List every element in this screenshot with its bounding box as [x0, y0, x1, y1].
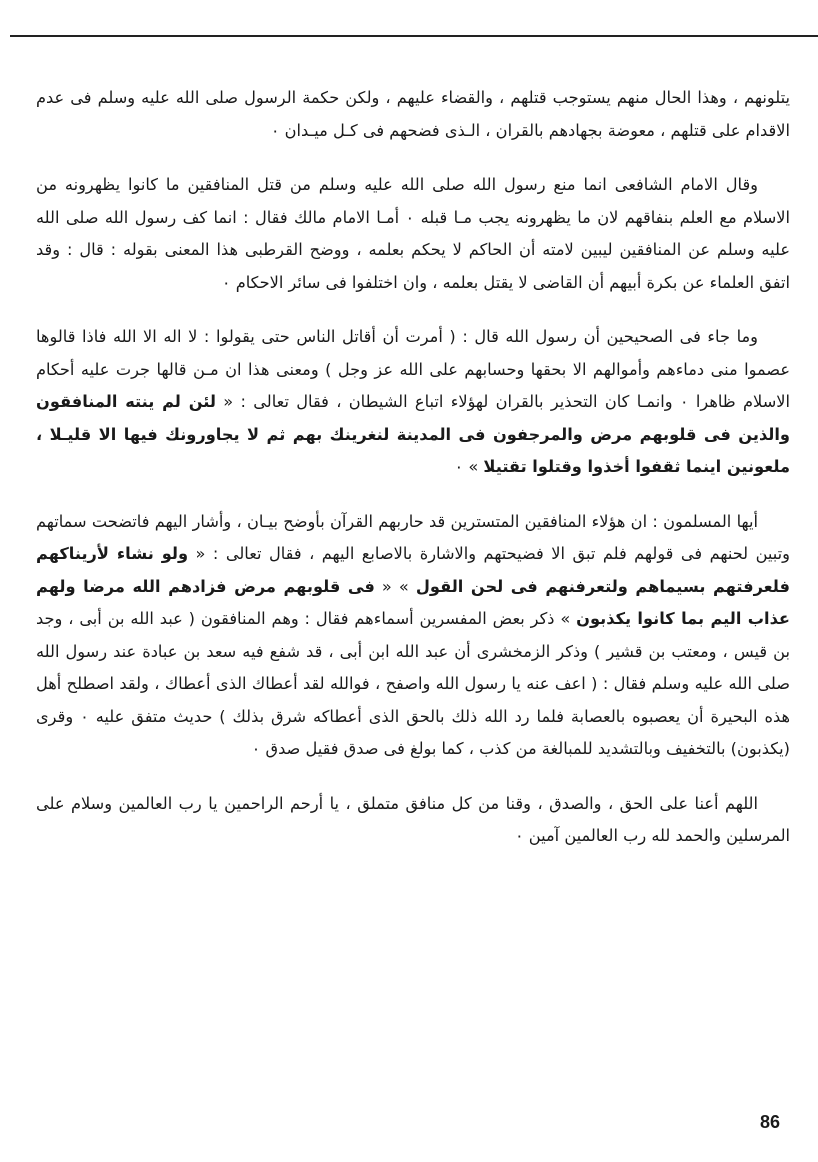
paragraph-1: [36, 82, 790, 147]
paragraph-5: [36, 788, 790, 853]
paragraph-3: [36, 321, 790, 484]
quran-quote: ولو نشاء لأريناكهم فلعرفتهم بسيماهم ولتعرفنهم فى لحن القول: [36, 544, 790, 596]
page-number: 86: [760, 1112, 781, 1132]
paragraph-text: » ذكر بعض المفسرين أسماءهم فقال : وهم المنافقون ( عبد الله بن أبى ، وجد بن قيس ، ومعتب بن قشير ) وذكر الزمخشرى أن عبد الله ابن أبى ، قد شفع فيه سعد بن عبادة عند رسول الله صلى الله عليه وسلم فقال : ( اعف عنه يا رسول الله واصفح ، فوالله لقد أعطاك الذى أعطاك ، ولقد اصطلح أهل هذه البحيرة أن يعصبوه بالعصابة فلما رد الله ذلك بالحق الذى أعطاكه شرق بذلك ) حديث متفق عليه ٠ وقرى (يكذبون) بالتخفيف وبالتشديد للمبالغة من كذب ، كما بولغ فى صدق فقيل صدق ٠: [36, 609, 790, 758]
paragraph-2: [36, 169, 790, 299]
paragraph-text: اللهم أعنا على الحق ، والصدق ، وقنا من كل منافق متملق ، يا أرحم الراحمين يا رب العالمين وسلام على المرسلين والحمد لله رب العالمين آمين ٠: [36, 793, 790, 845]
quran-quote: لئن لم ينته المنافقون والذين فى قلوبهم مرض والمرجفون فى المدينة لنغرينك بهم ثم لا يجاورونك فيها الا قليـلا ، ملعونين اينما ثقفوا أخذوا وقتلوا تقتيلا: [36, 392, 790, 476]
paragraph-text: أيها المسلمون : ان هؤلاء المنافقين المتسترين قد حاربهم القرآن بأوضح بيـان ، وأشار اليهم فاتضحت سماتهم وتبين لحنهم فى قولهم فلم تبق الا فضيحتهم والاشارة بالاصابع اليهم ، فقال تعالى : «: [36, 511, 790, 563]
quran-quote: فى قلوبهم مرض فزادهم الله مرضا ولهم عذاب اليم بما كانوا يكذبون: [36, 576, 790, 628]
paragraph-text: وقال الامام الشافعى انما منع رسول الله صلى الله عليه وسلم من قتل المنافقين ما كانوا يظهرونه من الاسلام مع العلم بنفاقهم لان ما يظهرونه يجب مـا قبله ٠ أمـا الامام مالك فقال : انما كف رسول الله صلى الله عليه وسلم عن المنافقين ليبين لامته أن الحاكم لا يحكم بعلمه ، ووضح القرطبى هذا المعنى بقوله : قال : وقد اتفق العلماء عن بكرة أبيهم أن القاضى لا يقتل بعلمه ، وان اختلفوا فى سائر الاحكام ٠: [36, 175, 791, 292]
paragraph-text: وما جاء فى الصحيحين أن رسول الله قال : ( أمرت أن أقاتل الناس حتى يقولوا : لا اله الا الله فاذا قالوها عصموا منى دماءهم وأموالهم الا بحقها وحسابهم على الله عز وجل ) ومعنى هذا ان مـن قالها جرت عليه أحكام الاسلام ظاهرا ٠ وانمـا كان التحذير بالقران لهؤلاء اتباع الشيطان ، فقال تعالى : «: [36, 327, 790, 411]
paragraph-4: [36, 506, 790, 766]
page-body: [36, 82, 790, 875]
paragraph-text: يتلونهم ، وهذا الحال منهم يستوجب قتلهم ، والقضاء عليهم ، ولكن حكمة الرسول صلى الله عليه وسلم فى عدم الاقدام على قتلهم ، معوضة بجهادهم بالقران ، الـذى فضحهم فى كـل ميـدان ٠: [36, 88, 790, 140]
paragraph-text: » ٠: [454, 457, 484, 476]
header-rule: [10, 35, 818, 37]
paragraph-text: » «: [374, 576, 416, 596]
